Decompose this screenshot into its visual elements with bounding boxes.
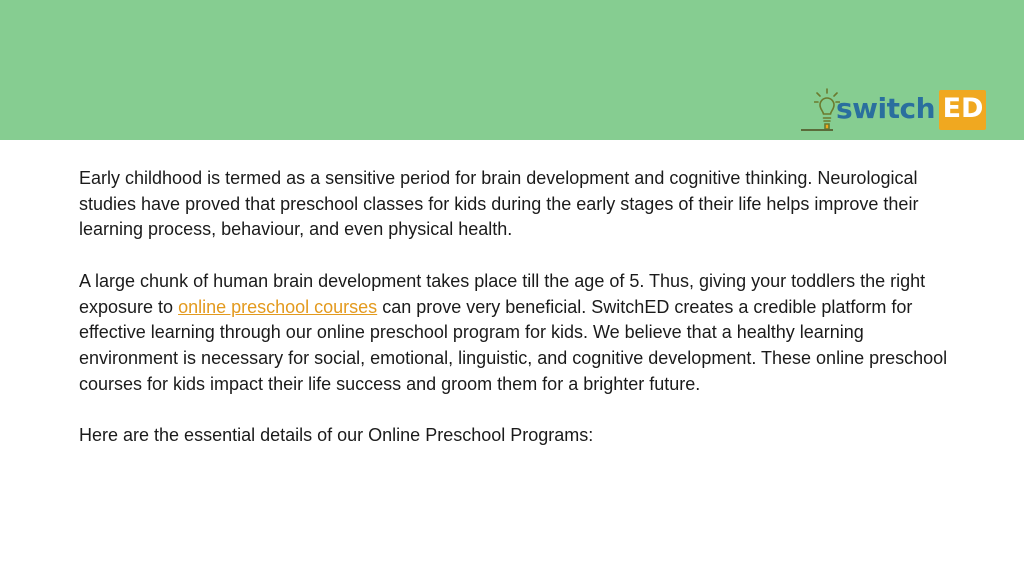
paragraph-intro: Early childhood is termed as a sensitive period for brain development and cognitive thinking. Neurological studies have proved that preschool classes for kids during the early stages of their life helps improve their learning process, behaviour, and even physical health.: [79, 168, 919, 240]
logo-text-switch: switch: [836, 92, 936, 125]
paragraph-details-intro: Here are the essential details of our Online Preschool Programs:: [79, 425, 594, 445]
paragraph-development-rest: can prove very beneficial. SwitchED creates a credible platform for effective learning through our online preschool program for kids. We believe that a healthy learning environment is necessary for social, emotional, linguistic, and cognitive development. These online preschool courses for kids impact their life success and groom them for a brighter future.: [79, 296, 948, 394]
logo-text-ed: ED: [942, 93, 984, 124]
paragraph-development-lead: A large chunk of human brain development takes place till the age of 5. Thus, giving your toddlers the right exposure to: [79, 270, 926, 317]
logo-underline: [801, 129, 833, 131]
paragraph-development: [79, 269, 949, 398]
online-preschool-courses-link[interactable]: online preschool courses: [178, 296, 378, 317]
switched-logo[interactable]: [800, 86, 990, 134]
main-content: [79, 166, 949, 474]
